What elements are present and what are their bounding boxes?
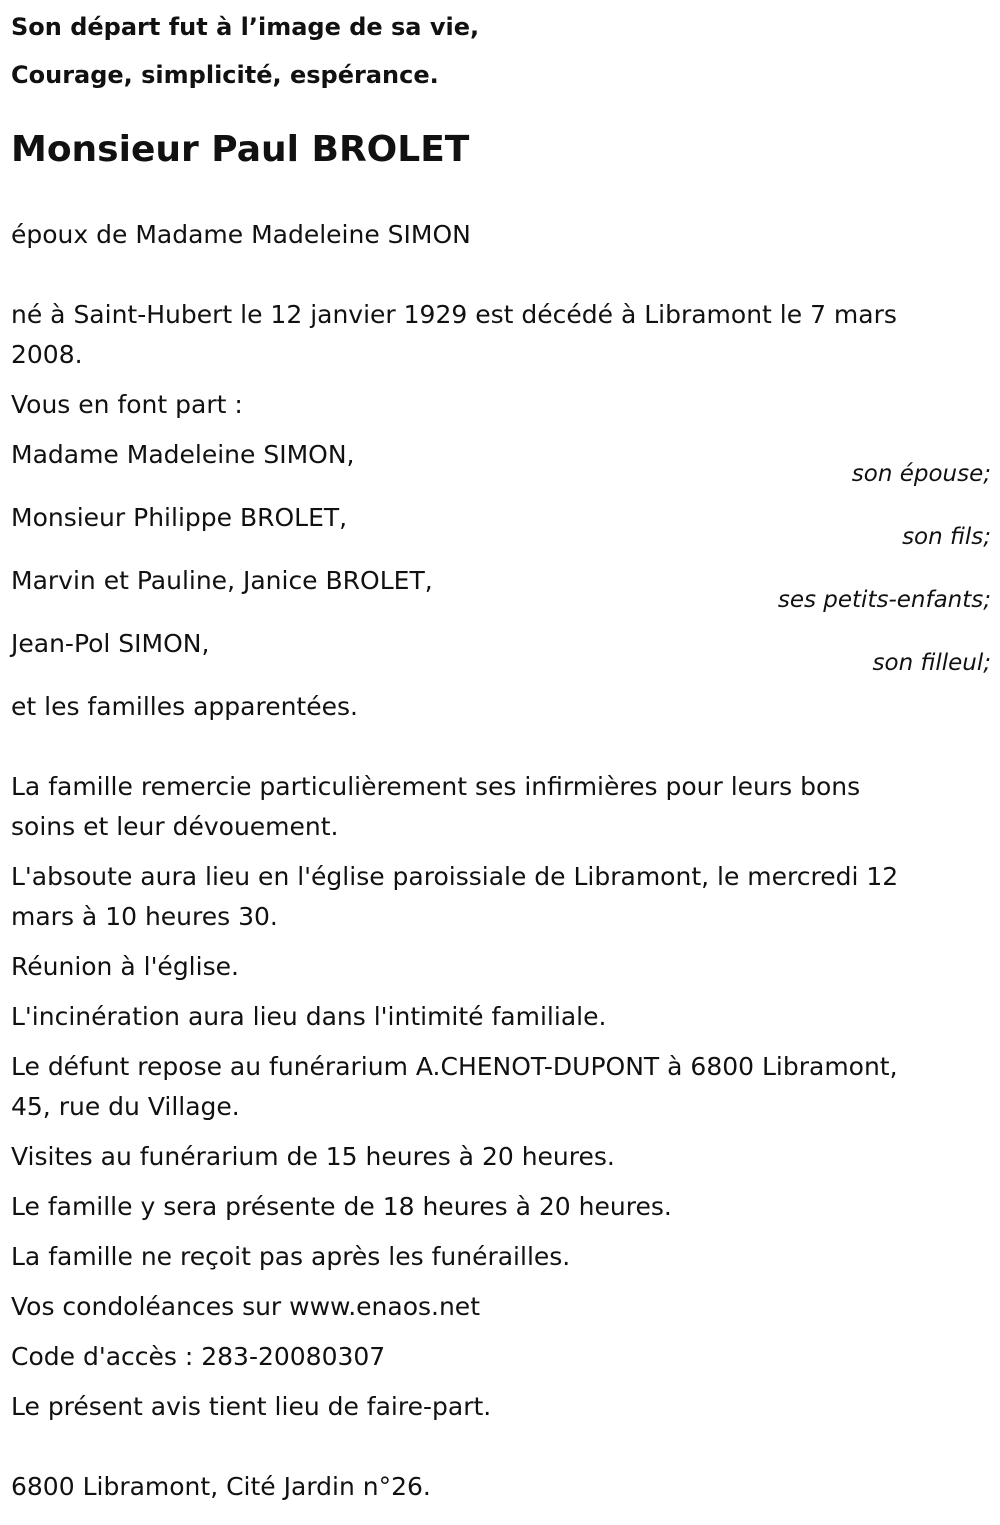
- relative-entry: [11, 498, 991, 561]
- relatives-list: [11, 435, 991, 687]
- rests-line-1: Le défunt repose au funérarium A.CHENOT-DUPONT à 6800 Libramont,: [11, 1052, 898, 1081]
- cremation-info: L'incinération aura lieu dans l'intimité familiale.: [11, 1002, 607, 1031]
- no-reception-info: La famille ne reçoit pas après les funérailles.: [11, 1242, 571, 1271]
- relative-name: Madame Madeleine SIMON,: [11, 440, 355, 469]
- family-presence-info: Le famille y sera présente de 18 heures à 20 heures.: [11, 1192, 672, 1221]
- deceased-name: Monsieur Paul BROLET: [11, 129, 470, 170]
- related-families: et les familles apparentées.: [11, 692, 358, 721]
- family-address: 6800 Libramont, Cité Jardin n°26.: [11, 1472, 431, 1501]
- epitaph-line-2: Courage, simplicité, espérance.: [11, 61, 439, 89]
- relative-name: Marvin et Pauline, Janice BROLET,: [11, 566, 433, 595]
- relative-entry: [11, 435, 991, 498]
- relative-name: Monsieur Philippe BROLET,: [11, 503, 348, 532]
- rests-line-2: 45, rue du Village.: [11, 1092, 240, 1121]
- absolution-line-2: mars à 10 heures 30.: [11, 902, 278, 931]
- relative-role: son épouse;: [851, 461, 991, 487]
- access-code: Code d'accès : 283-20080307: [11, 1342, 386, 1371]
- epitaph: [11, 2, 991, 100]
- relative-entry: [11, 624, 991, 687]
- spouse-line: époux de Madame Madeleine SIMON: [11, 220, 471, 249]
- relative-entry: [11, 561, 991, 624]
- meeting-info: Réunion à l'église.: [11, 952, 239, 981]
- thanks-line-1: La famille remercie particulièrement ses infirmières pour leurs bons: [11, 772, 861, 801]
- thanks-line-2: soins et leur dévouement.: [11, 812, 339, 841]
- relative-name: Jean-Pol SIMON,: [11, 629, 210, 658]
- relative-role: son fils;: [902, 524, 991, 550]
- relative-role: ses petits-enfants;: [777, 587, 991, 613]
- condolences-info: Vos condoléances sur www.enaos.net: [11, 1292, 480, 1321]
- obituary-notice: [11, 0, 991, 1507]
- birth-death-line-1: né à Saint-Hubert le 12 janvier 1929 est décédé à Libramont le 7 mars: [11, 300, 897, 329]
- absolution-line-1: L'absoute aura lieu en l'église paroissiale de Libramont, le mercredi 12: [11, 862, 899, 891]
- epitaph-line-1: Son départ fut à l’image de sa vie,: [11, 13, 480, 41]
- notice-statement: Le présent avis tient lieu de faire-part.: [11, 1392, 492, 1421]
- birth-death-line-2: 2008.: [11, 340, 83, 369]
- visits-info: Visites au funérarium de 15 heures à 20 heures.: [11, 1142, 615, 1171]
- relative-role: son filleul;: [872, 650, 991, 676]
- announcement-intro: Vous en font part :: [11, 390, 243, 419]
